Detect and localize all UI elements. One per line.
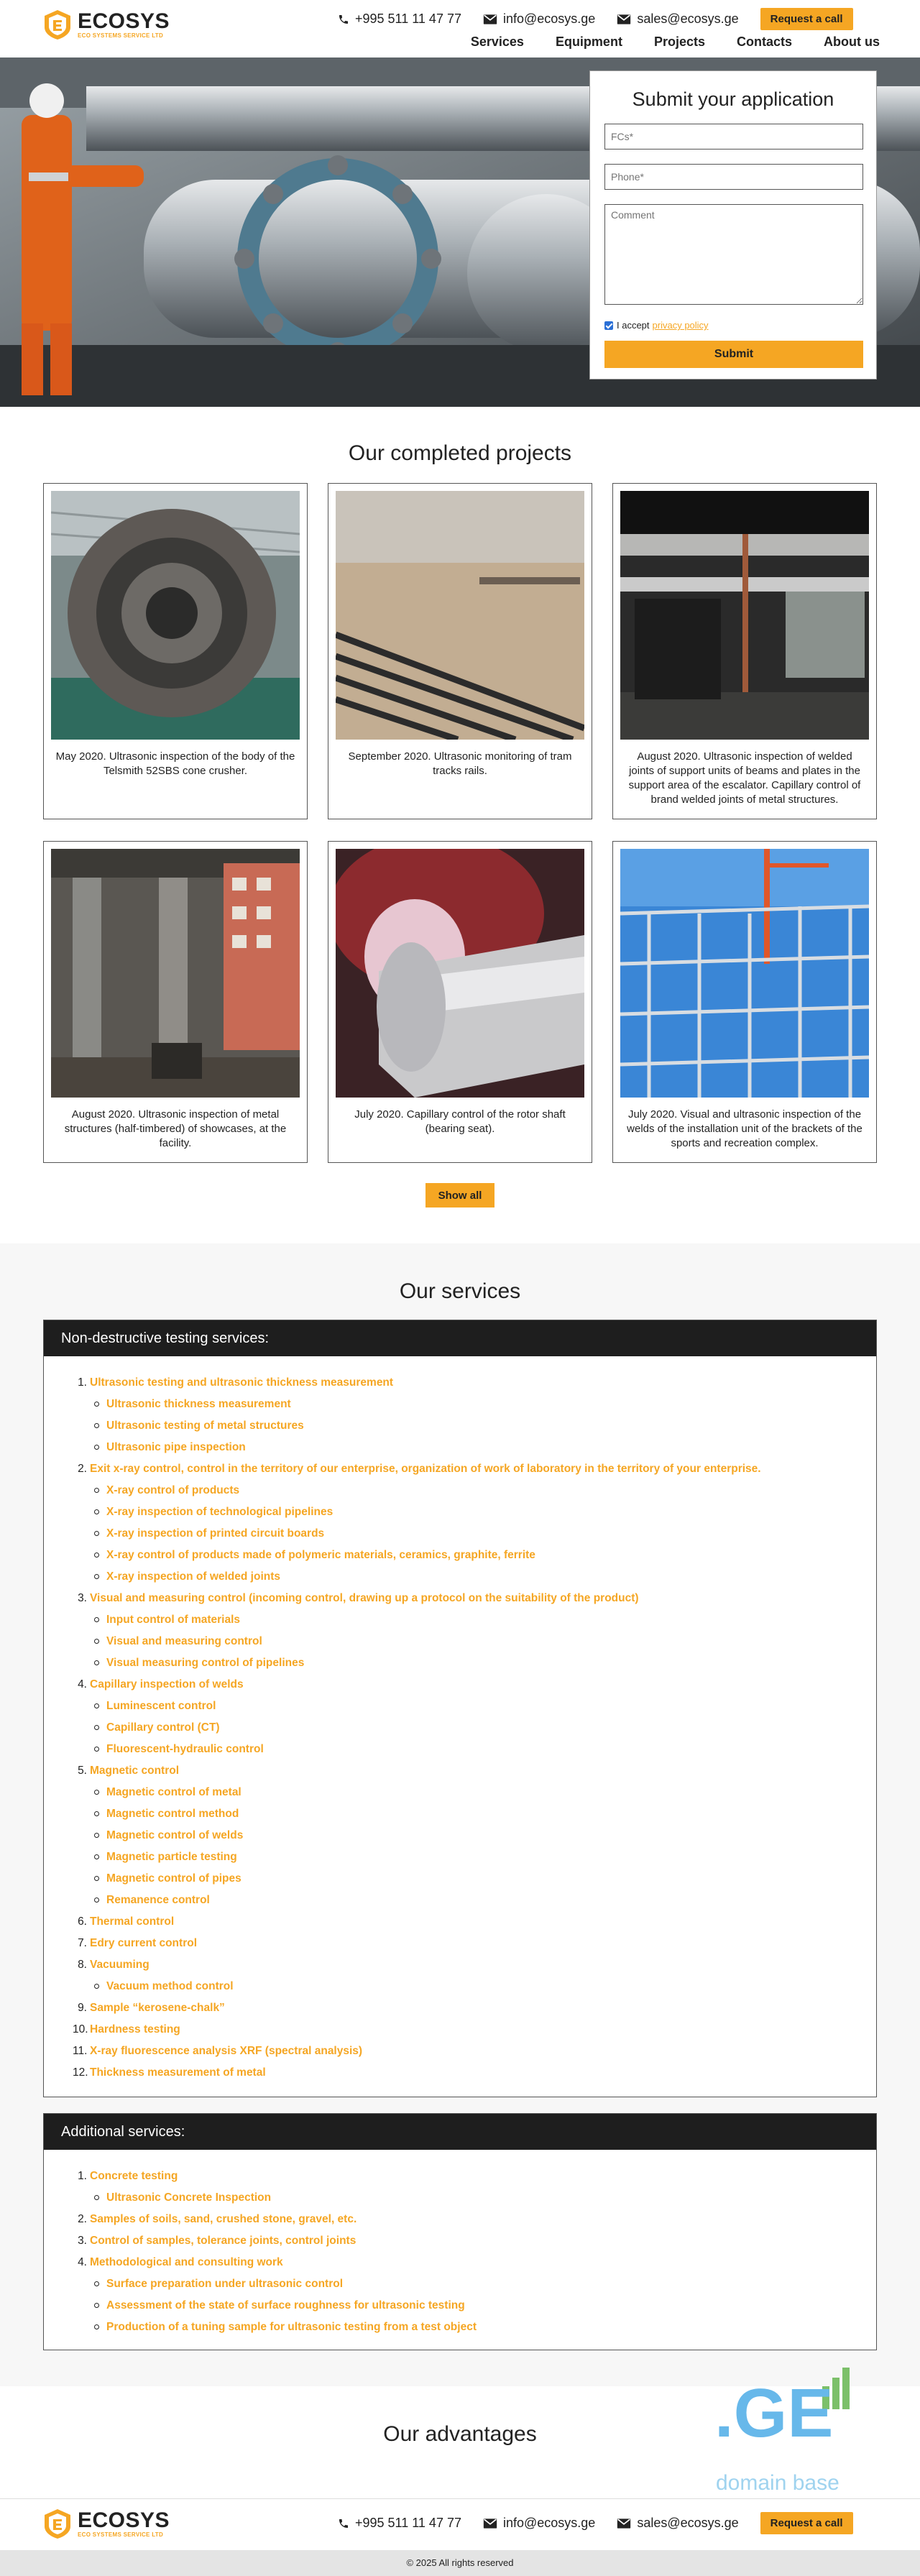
service-sublist [73,1696,859,1760]
footer-contacts [338,2512,853,2534]
service-number: 5. [78,1765,87,1777]
services-title: Our services [399,1279,521,1303]
ge-badge-sub: domain base [716,2471,840,2495]
service-item [73,2252,859,2273]
service-number: 2. [78,1463,87,1475]
logo-icon [42,9,73,40]
service-subitem [94,1566,859,1588]
service-sublink[interactable]: Magnetic control of metal [106,1786,242,1798]
project-image [51,491,300,740]
service-item [73,2019,859,2041]
bullet-icon [94,1574,99,1579]
service-sublist [73,2187,859,2209]
service-sublink[interactable]: Luminescent control [106,1700,216,1712]
phone-link[interactable] [338,2516,461,2531]
service-sublink[interactable]: X-ray inspection of technological pipelines [106,1506,334,1518]
service-subitem [94,1976,859,1997]
email-sales-link[interactable] [617,12,738,27]
bullet-icon [94,1509,99,1514]
bullet-icon [94,2195,99,2200]
nav-about[interactable]: About us [824,34,880,49]
form-title: Submit your application [632,88,834,110]
project-card[interactable] [328,841,592,1163]
name-field[interactable] [604,124,863,150]
service-subitem [94,2273,859,2295]
service-sublink[interactable]: Capillary control (CT) [106,1721,220,1734]
bullet-icon [94,1552,99,1558]
service-sublink[interactable]: Ultrasonic pipe inspection [106,1441,246,1453]
ndt-services-panel [43,1320,877,2097]
bullet-icon [94,1423,99,1428]
phone-icon [338,14,349,25]
service-item [73,1954,859,1976]
project-caption: August 2020. Ultrasonic inspection of metal structures (half-timbered) of showcases, at the facility. [64,1108,287,1149]
bullet-icon [94,2324,99,2329]
ge-domain-badge[interactable] [714,2365,865,2501]
phone-icon [338,2518,349,2529]
bullet-icon [94,1703,99,1708]
service-sublink[interactable]: Input control of materials [106,1614,241,1626]
service-number: 3. [78,2235,87,2247]
nav-projects[interactable]: Projects [653,34,705,49]
service-link[interactable]: Edry current control [90,1937,197,1949]
show-all-button[interactable]: Show all [426,1183,494,1208]
service-number: 4. [78,1678,87,1690]
logo-name: ECOSYS [78,2508,170,2532]
service-link[interactable]: Ultrasonic testing and ultrasonic thickness measurement [90,1376,394,1389]
bullet-icon [94,1531,99,1536]
additional-list [44,2150,876,2350]
project-caption: August 2020. Ultrasonic inspection of welded joints of support units of beams and plates in the support area of the escalator. Capillary control of brand welded joints of metal structures. [628,750,861,806]
service-link[interactable]: Thickness measurement of metal [90,2066,266,2079]
bullet-icon [94,2303,99,2308]
service-subitem [94,1868,859,1890]
service-link[interactable]: Samples of soils, sand, crushed stone, gravel, etc. [90,2213,357,2225]
service-sublist [73,1609,859,1674]
header-contacts [338,8,853,30]
service-item [73,1372,859,1394]
logo[interactable] [42,9,170,40]
service-number: 2. [78,2213,87,2225]
service-subitem [94,2295,859,2317]
request-call-button[interactable]: Request a call [760,2512,853,2534]
footer-logo[interactable] [42,2508,170,2539]
service-link[interactable]: Hardness testing [90,2023,180,2036]
service-number: 4. [78,2256,87,2268]
additional-services-panel [43,2113,877,2350]
project-card[interactable] [612,841,877,1163]
submit-button[interactable]: Submit [604,341,863,368]
service-subitem [94,1846,859,1868]
privacy-policy-link[interactable]: privacy policy [652,320,709,331]
logo-icon [42,2508,73,2539]
service-subitem [94,1890,859,1911]
email-sales-link[interactable] [617,2516,738,2531]
service-subitem [94,1501,859,1523]
ndt-heading: Non-destructive testing services: [44,1320,876,1356]
accept-label: I accept [617,320,650,331]
service-number: 1. [78,2170,87,2182]
service-sublink[interactable]: Magnetic particle testing [106,1851,237,1863]
service-subitem [94,1696,859,1717]
service-sublink[interactable]: X-ray inspection of welded joints [106,1570,281,1583]
bullet-icon [94,1811,99,1816]
service-item [73,2041,859,2062]
service-subitem [94,1825,859,1846]
mail-icon [617,2518,631,2529]
site-header [0,0,920,58]
service-sublink[interactable]: Visual and measuring control [106,1635,262,1647]
service-sublink[interactable]: Magnetic control of welds [106,1829,244,1841]
hero-banner [0,58,920,407]
service-subitem [94,1415,859,1437]
email-info: info@ecosys.ge [502,12,596,26]
logo-subtitle: ECO SYSTEMS SERVICE LTD [78,2531,164,2538]
service-sublink[interactable]: Assessment of the state of surface roughness for ultrasonic testing [106,2299,465,2312]
service-subitem [94,2187,859,2209]
service-number: 11. [73,2045,88,2057]
projects-title: Our completed projects [348,441,572,465]
service-sublink[interactable]: Fluorescent-hydraulic control [106,1743,264,1755]
service-item [73,1458,859,1480]
copyright: © 2025 All rights reserved [0,2550,920,2576]
phone-link[interactable] [338,12,461,27]
service-number: 10. [73,2023,88,2036]
ndt-list [44,1356,876,2095]
email-sales: sales@ecosys.ge [637,2516,739,2530]
site-footer [0,2498,920,2550]
service-subitem [94,1545,859,1566]
service-sublink[interactable]: Remanence control [106,1894,210,1906]
service-sublink[interactable]: Vacuum method control [106,1980,234,1992]
project-card[interactable] [43,483,308,819]
service-sublink[interactable]: Production of a tuning sample for ultrasonic testing from a test object [106,2321,477,2333]
phone-field[interactable] [604,164,863,190]
service-link[interactable]: Sample “kerosene-chalk” [90,2002,225,2014]
logo-subtitle: ECO SYSTEMS SERVICE LTD [78,32,164,39]
service-sublist [73,1480,859,1588]
service-sublink[interactable]: Visual measuring control of pipelines [106,1657,305,1669]
request-call-button[interactable]: Request a call [760,8,853,30]
project-caption: May 2020. Ultrasonic inspection of the body of the Telsmith 52SBS cone crusher. [55,750,295,777]
bullet-icon [94,1898,99,1903]
service-subitem [94,1717,859,1739]
nav-services[interactable]: Services [470,34,524,49]
service-subitem [94,1803,859,1825]
nav-contacts[interactable]: Contacts [736,34,792,49]
service-subitem [94,1652,859,1674]
bullet-icon [94,1639,99,1644]
bullet-icon [94,1402,99,1407]
logo-name: ECOSYS [78,9,170,33]
privacy-consent [604,320,862,331]
service-item [73,1760,859,1782]
ge-badge-text: .GE [714,2375,834,2452]
service-sublink[interactable]: Magnetic control of pipes [106,1872,242,1885]
service-subitem [94,2317,859,2338]
service-subitem [94,1609,859,1631]
bullet-icon [94,1790,99,1795]
email-sales: sales@ecosys.ge [637,12,739,26]
mail-icon [483,2518,497,2529]
project-caption: September 2020. Ultrasonic monitoring of tram tracks rails. [348,750,572,777]
service-subitem [94,1782,859,1803]
privacy-checkbox[interactable] [604,321,613,330]
comment-field[interactable] [604,204,863,305]
service-subitem [94,1739,859,1760]
bullet-icon [94,1445,99,1450]
service-sublink[interactable]: Ultrasonic Concrete Inspection [106,2191,272,2204]
service-sublink[interactable]: Magnetic control method [106,1808,239,1820]
service-number: 8. [78,1959,87,1971]
project-image [336,491,584,740]
bullet-icon [94,2281,99,2286]
bullet-icon [94,1747,99,1752]
service-sublist [73,1976,859,1997]
service-sublist [73,1782,859,1911]
service-sublink[interactable]: Ultrasonic testing of metal structures [106,1420,304,1432]
bullet-icon [94,1833,99,1838]
service-number: 3. [78,1592,87,1604]
project-card[interactable] [612,483,877,819]
mail-icon [617,14,631,25]
project-card[interactable] [328,483,592,819]
service-subitem [94,1523,859,1545]
service-sublink[interactable]: Ultrasonic thickness measurement [106,1398,291,1410]
email-info-link[interactable] [483,2516,595,2531]
service-item [73,1674,859,1696]
project-image [620,849,869,1098]
service-subitem [94,1437,859,1458]
bullet-icon [94,1854,99,1859]
bullet-icon [94,1617,99,1622]
service-link[interactable]: Concrete testing [90,2170,178,2182]
service-item [73,2166,859,2187]
bullet-icon [94,1660,99,1665]
bullet-icon [94,1488,99,1493]
project-image [51,849,300,1098]
service-item [73,2230,859,2252]
service-subitem [94,1631,859,1652]
service-number: 9. [78,2002,87,2014]
project-image [620,491,869,740]
bullet-icon [94,1984,99,1989]
service-link[interactable]: Control of samples, tolerance joints, control joints [90,2235,356,2247]
service-number: 1. [78,1376,87,1389]
service-link[interactable]: Vacuuming [90,1959,150,1971]
service-sublist [73,2273,859,2338]
service-sublist [73,1394,859,1458]
service-link[interactable]: Capillary inspection of welds [90,1678,244,1690]
service-number: 6. [78,1915,87,1928]
service-sublink[interactable]: X-ray inspection of printed circuit boards [106,1527,325,1540]
email-info-link[interactable] [483,12,595,27]
service-item [73,2062,859,2084]
service-item [73,1911,859,1933]
service-link[interactable]: Thermal control [90,1915,175,1928]
project-card[interactable] [43,841,308,1163]
service-sublink[interactable]: X-ray control of products [106,1484,240,1496]
project-image [336,849,584,1098]
project-caption: July 2020. Visual and ultrasonic inspection of the welds of the installation unit of the brackets of the sports and recreation complex. [627,1108,862,1149]
service-item [73,2209,859,2230]
service-link[interactable]: Visual and measuring control (incoming control, drawing up a protocol on the suitability of the product) [90,1592,639,1604]
application-form [589,70,877,380]
service-link[interactable]: Magnetic control [90,1765,180,1777]
service-number: 12. [73,2066,88,2079]
service-item [73,1588,859,1609]
service-subitem [94,1480,859,1501]
service-link[interactable]: X-ray fluorescence analysis XRF (spectral analysis) [90,2045,363,2057]
mail-icon [483,14,497,25]
phone-number: +995 511 11 47 77 [355,12,461,26]
service-link[interactable]: Methodological and consulting work [90,2256,283,2268]
nav-equipment[interactable]: Equipment [555,34,622,49]
email-info: info@ecosys.ge [502,2516,596,2530]
service-sublink[interactable]: X-ray control of products made of polymeric materials, ceramics, graphite, ferrite [106,1549,535,1561]
service-number: 7. [78,1937,87,1949]
service-link[interactable]: Exit x-ray control, control in the territory of our enterprise, organization of work of laboratory in the territory of your enterprise. [90,1463,761,1475]
service-item [73,1933,859,1954]
service-subitem [94,1394,859,1415]
project-caption: July 2020. Capillary control of the rotor shaft (bearing seat). [354,1108,566,1135]
main-nav [439,34,880,50]
service-sublink[interactable]: Surface preparation under ultrasonic control [106,2278,344,2290]
additional-heading: Additional services: [44,2114,876,2150]
phone-number: +995 511 11 47 77 [355,2516,461,2530]
bullet-icon [94,1876,99,1881]
bullet-icon [94,1725,99,1730]
service-item [73,1997,859,2019]
advantages-title: Our advantages [383,2422,537,2446]
